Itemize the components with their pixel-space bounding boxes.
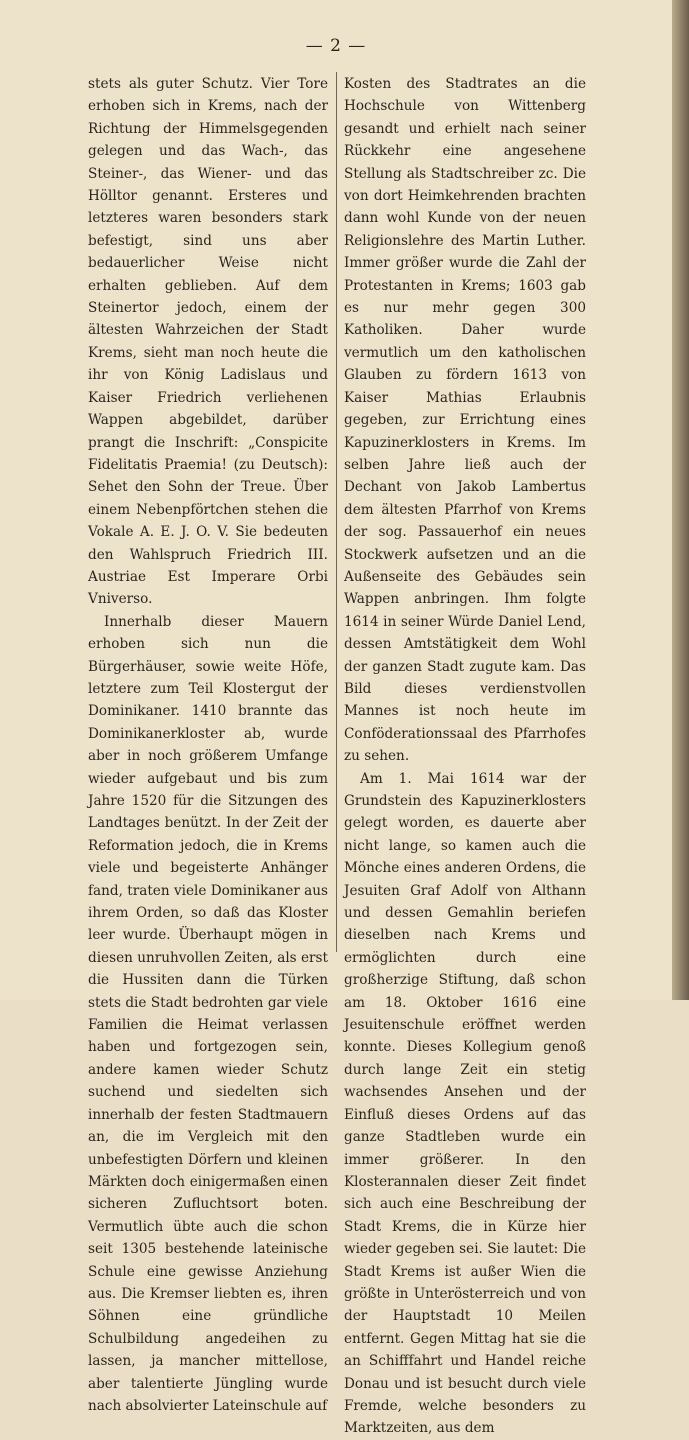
paragraph: Am 1. Mai 1614 war der Grundstein des Kapuzinerklosters gelegt worden, es dauerte aber nicht lange, so kamen auch die Mönche eines anderen Ordens, die Jesuiten Graf Adolf von Althann und dessen Gemahlin beriefen dieselben nach Krems und ermöglichten durch eine großherzige Stiftung, daß schon am 18. Oktober 1616 eine Jesuitenschule eröffnet werden konnte. Dieses Kollegium genoß durch lange Zeit ein stetig wachsendes Ansehen und der Einfluß dieses Ordens auf das ganze Stadtleben wurde ein immer größerer. In den Klosterannalen dieser Zeit findet sich auch eine Beschreibung der Stadt Krems, die in Kürze hier wieder gegeben sei. Sie lautet: Die Stadt Krems ist außer Wien die größte in Unterösterreich und von der Hauptstadt 10 Meilen entfernt. Gegen Mittag hat sie die an Schifffahrt und Handel reiche Donau und ist besucht durch viele Fremde, welche besonders zu Marktzeiten, aus dem: [344, 770, 586, 1437]
paragraph: Kosten des Stadtrates an die Hochschule von Wittenberg gesandt und erhielt nach seiner Rückkehr eine angesehene Stellung als Stadtschreiber zc. Die von dort Heimkehrenden brachten dann wohl Kunde von der neuen Religionslehre des Martin Luther. Immer größer wurde die Zahl der Protestanten in Krems; 1603 gab es nur mehr gegen 300 Katholiken. Daher wurde vermutlich um den katholischen Glauben zu fördern 1613 von Kaiser Mathias Erlaubnis gegeben, zur Errichtung eines Kapuzinerklosters in Krems. Im selben Jahre ließ auch der Dechant von Jakob Lambertus dem ältesten Pfarrhof von Krems der sog. Passauerhof ein neues Stockwerk aufsetzen und an die Außenseite des Gebäudes sein Wappen anbringen. Ihm folgte 1614 in seiner Würde Daniel Lend, dessen Amtstätigkeit dem Wohl der ganzen Stadt zugute kam. Das Bild dieses verdienstvollen Mannes ist noch heute im Conföderationssaal des Pfarrhofes zu sehen.: [344, 76, 586, 765]
paragraph: stets als guter Schutz. Vier Tore erhoben sich in Krems, nach der Richtung der Himmelsgegenden gelegen und das Wach-, das Steiner-, das Wiener- und das Hölltor genannt. Ersteres und letzteres waren besonders stark befestigt, sind uns aber bedauerlicher Weise nicht erhalten geblieben. Auf dem Steinertor jedoch, einem der ältesten Wahrzeichen der Stadt Krems, sieht man noch heute die ihr von König Ladislaus und Kaiser Friedrich verliehenen Wappen abgebildet, darüber prangt die Inschrift: „Conspicite Fidelitatis Praemia! (zu Deutsch): Sehet den Sohn der Treue. Über einem Nebenpförtchen stehen die Vokale A. E. J. O. V. Sie bedeuten den Wahlspruch Friedrich III. Austriae Est Imperare Orbi Vniverso.: [88, 76, 328, 608]
left-text-column: [88, 73, 328, 1417]
right-text-column: [344, 73, 586, 1440]
column-divider: [336, 72, 337, 952]
paragraph: Innerhalb dieser Mauern erhoben sich nun die Bürgerhäuser, sowie weite Höfe, letztere zum Teil Klostergut der Dominikaner. 1410 brannte das Dominikanerkloster ab, wurde aber in noch größerem Umfange wieder aufgebaut und bis zum Jahre 1520 für die Sitzungen des Landtages benützt. In der Zeit der Reformation jedoch, die in Krems viele und begeisterte Anhänger fand, traten viele Dominikaner aus ihrem Orden, so daß das Kloster leer wurde. Überhaupt mögen in diesen unruhvollen Zeiten, als erst die Hussiten dann die Türken stets die Stadt bedrohten gar viele Familien die Heimat verlassen haben und fortgezogen sein, andere kamen wieder Schutz suchend und siedelten sich innerhalb der festen Stadtmauern an, die im Vergleich mit den unbefestigten Dörfern und kleinen Märkten doch einigermaßen einen sicheren Zufluchtsort boten. Vermutlich übte auch die schon seit 1305 bestehende lateinische Schule eine gewisse Anziehung aus. Die Kremser liebten es, ihren Söhnen eine gründliche Schulbildung angedeihen zu lassen, ja mancher mittellose, aber talentierte Jüngling wurde nach absolvierter Lateinschule auf: [88, 613, 328, 1414]
page-number: — 2 —: [305, 36, 367, 56]
page-edge: [672, 0, 689, 1000]
